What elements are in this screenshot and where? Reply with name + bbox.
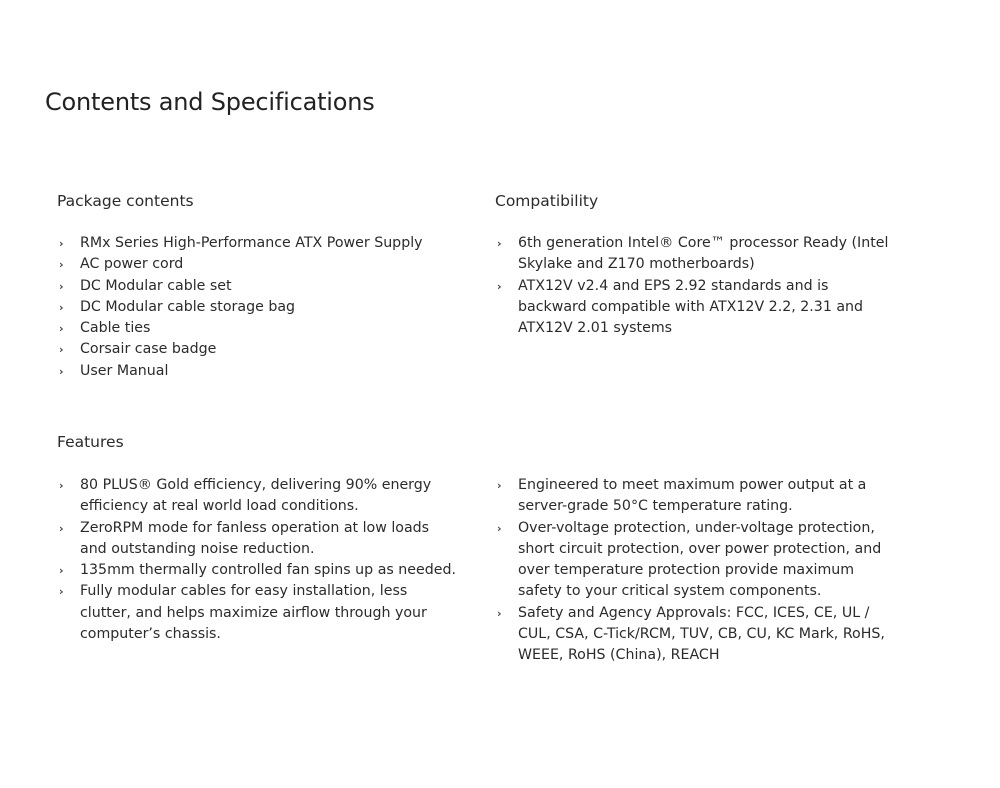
list-item [57, 233, 457, 254]
list-item-text: Fully modular cables for easy installation, less clutter, and helps maximize airflow through your computer’s chassis. [80, 583, 427, 643]
list-item [57, 254, 457, 275]
package-contents-section [57, 191, 477, 379]
features-heading: Features [57, 433, 124, 451]
list-item [57, 560, 457, 581]
list-item-text: 135mm thermally controlled fan spins up as needed. [80, 562, 456, 579]
list-item-text: Corsair case badge [80, 341, 217, 358]
list-item [57, 361, 457, 382]
list-item-text: 6th generation Intel® Core™ processor Ready (Intel Skylake and Z170 motherboards) [518, 235, 889, 273]
list-item [495, 233, 900, 276]
list-item [57, 475, 457, 518]
list-item [57, 518, 457, 561]
page-title: Contents and Specifications [45, 88, 375, 116]
chevron-right-icon: › [59, 585, 64, 599]
package-contents-heading: Package contents [57, 192, 194, 210]
chevron-right-icon: › [59, 364, 64, 378]
list-item-text: 80 PLUS® Gold efficiency, delivering 90% energy efficiency at real world load conditions. [80, 477, 432, 515]
list-item-text: User Manual [80, 362, 169, 379]
list-item [57, 297, 457, 318]
list-item-text: Engineered to meet maximum power output at a server-grade 50°C temperature rating. [518, 477, 867, 515]
chevron-right-icon: › [59, 479, 64, 492]
features-list-left [57, 475, 457, 645]
chevron-right-icon: › [59, 521, 64, 535]
list-item-text: AC power cord [80, 256, 184, 273]
chevron-right-icon: › [59, 258, 64, 272]
list-item [57, 581, 457, 645]
chevron-right-icon: › [497, 237, 502, 250]
chevron-right-icon: › [59, 322, 64, 336]
chevron-right-icon: › [497, 521, 502, 535]
chevron-right-icon: › [59, 279, 64, 293]
list-item-text: ATX12V v2.4 and EPS 2.92 standards and is backward compatible with ATX12V 2.2, 2.31 and ATX12V 2.01 systems [518, 277, 864, 337]
list-item [495, 475, 900, 518]
list-item [57, 318, 457, 339]
features-list-right [495, 475, 900, 667]
compatibility-heading: Compatibility [495, 192, 599, 210]
list-item [57, 339, 457, 360]
chevron-right-icon: › [59, 343, 64, 357]
compatibility-section [495, 191, 925, 337]
chevron-right-icon: › [59, 564, 64, 578]
features-section [57, 432, 957, 664]
list-item-text: Safety and Agency Approvals: FCC, ICES, CE, UL / CUL, CSA, C-Tick/RCM, TUV, CB, CU, KC Mark, RoHS, WEEE, RoHS (China), REACH [518, 604, 885, 664]
chevron-right-icon: › [497, 279, 502, 293]
list-item-text: DC Modular cable storage bag [80, 298, 296, 315]
package-contents-list [57, 233, 457, 382]
list-item-text: DC Modular cable set [80, 277, 232, 294]
chevron-right-icon: › [497, 606, 502, 620]
list-item-text: Cable ties [80, 320, 151, 337]
chevron-right-icon: › [59, 300, 64, 314]
list-item [57, 276, 457, 297]
list-item [495, 518, 900, 603]
list-item-text: ZeroRPM mode for fanless operation at low loads and outstanding noise reduction. [80, 519, 430, 557]
compatibility-list [495, 233, 900, 339]
chevron-right-icon: › [497, 479, 502, 492]
list-item [495, 276, 900, 340]
list-item [495, 603, 900, 667]
chevron-right-icon: › [59, 237, 64, 250]
list-item-text: RMx Series High-Performance ATX Power Supply [80, 235, 423, 251]
list-item-text: Over-voltage protection, under-voltage protection, short circuit protection, over power protection, and over temperature protection provide maximum safety to your critical system components. [518, 519, 882, 600]
